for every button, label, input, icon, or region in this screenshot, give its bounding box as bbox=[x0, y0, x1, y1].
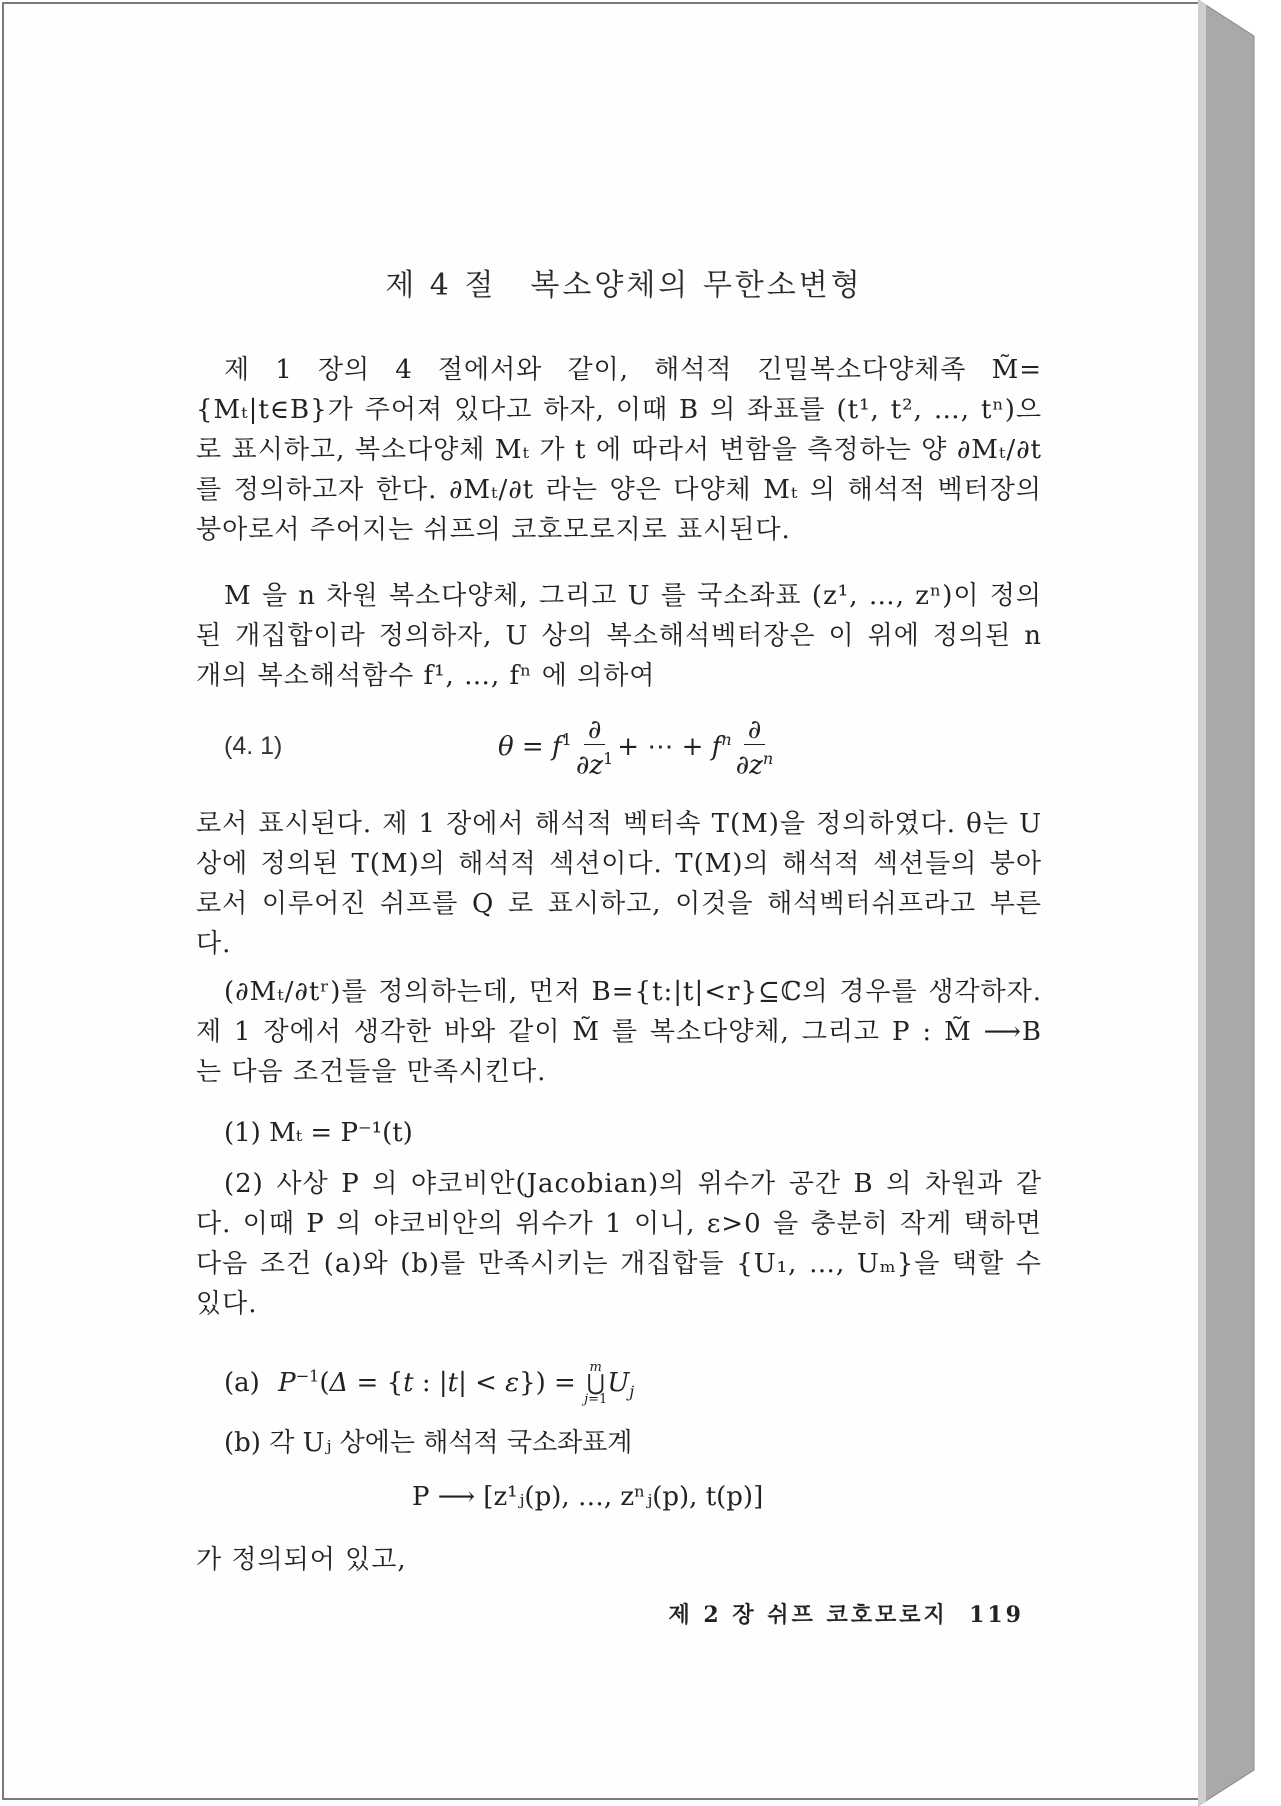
footer-chapter: 제 2 장 쉬프 코호모로지 bbox=[668, 1602, 948, 1628]
section-title-text: 복소양체의 무한소변형 bbox=[530, 268, 863, 303]
paragraph-2: M 을 n 차원 복소다양체, 그리고 U 를 국소좌표 (z¹, …, zⁿ)이 정의된 개집합이라 정의하자, U 상의 복소해석벡터장은 이 위에 정의된 n 개의 복소해석함수 f¹, …, fⁿ 에 의하여 bbox=[196, 581, 1042, 691]
paragraph-3: 로서 표시된다. 제 1 장에서 해석적 벡터속 T(M)을 정의하였다. θ는 U 상에 정의된 T(M)의 해석적 섹션이다. T(M)의 해석적 섹션들의 붕아로서 이루어진 쉬프를 Q 로 표시하고, 이것을 해석벡터쉬프라고 부른다. bbox=[196, 809, 1042, 959]
page-number: 119 bbox=[969, 1602, 1024, 1628]
equation-4-1: $\theta = f^1$ $\frac{\partial}{\partial z^1}$ + ⋯ + $f^n$ $\frac{\partial}{\partial z^n}$ bbox=[498, 715, 774, 781]
condition-b: (b) 각 Uⱼ 상에는 해석적 국소좌표계 bbox=[224, 1428, 633, 1458]
condition-a-label: (a) bbox=[224, 1368, 260, 1398]
equation-label: (4. 1) bbox=[224, 732, 283, 760]
paragraph-1: 제 1 장의 4 절에서와 같이, 해석적 긴밀복소다양체족 M̃={Mₜ|t∈B}가 주어져 있다고 하자, 이때 B 의 좌표를 (t¹, t², …, tⁿ)으로 표시하고, 복소다양체 Mₜ 가 t 에 따라서 변함을 측정하는 양 ∂Mₜ/∂t 를 정의하고자 한다. ∂Mₜ/∂t 라는 양은 다양체 Mₜ 의 해석적 벡터장의 붕아로서 주어지는 쉬프의 코호모로지로 표시된다. bbox=[196, 355, 1042, 545]
book-spine-edge bbox=[1198, 0, 1258, 1806]
coordinate-mapping: P ⟶ [z¹ⱼ(p), …, zⁿⱼ(p), t(p)] bbox=[412, 1482, 764, 1512]
paragraph-4: (∂Mₜ/∂tʳ)를 정의하는데, 먼저 B={t:|t|<r}⊆ℂ의 경우를 생각하자. 제 1 장에서 생각한 바와 같이 M̃ 를 복소다양체, 그리고 P : M̃ ⟶B 는 다음 조건들을 만족시킨다. bbox=[196, 977, 1042, 1087]
paragraph-6: 가 정의되어 있고, bbox=[196, 1545, 407, 1575]
section-title bbox=[4, 260, 1244, 304]
book-page bbox=[2, 2, 1200, 1800]
paragraph-5: (2) 사상 P 의 야코비안(Jacobian)의 위수가 공간 B 의 차원과 같다. 이때 P 의 야코비안의 위수가 1 이니, ε>0 을 충분히 작게 택하면 다음 조건 (a)와 (b)를 만족시키는 개집합들 {U₁, …, Uₘ}을 택할 수 있다. bbox=[196, 1169, 1042, 1319]
section-number: 제 4 절 bbox=[385, 268, 497, 303]
condition-a: (a) $P^{-1}(\Delta = \{t$ : |t| < ε}) = m ⋃ j=1 $U_j$ bbox=[224, 1360, 635, 1407]
condition-1: (1) Mₜ = P⁻¹(t) bbox=[224, 1118, 413, 1148]
running-footer bbox=[4, 1598, 1024, 1629]
